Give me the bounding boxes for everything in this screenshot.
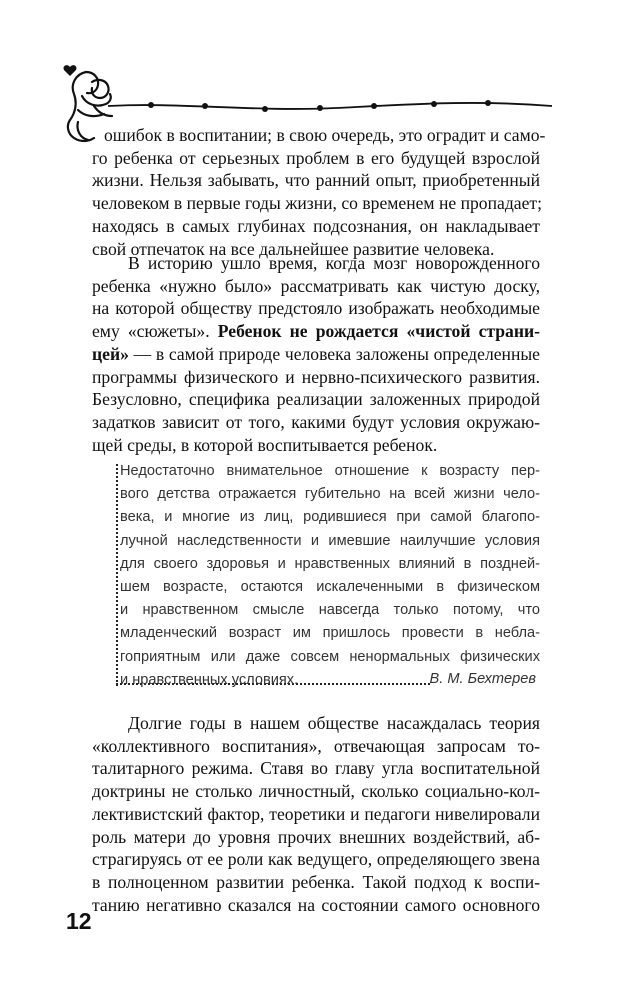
quote-line: шем возрасте, остаются искалеченными в физическом	[120, 579, 540, 596]
text-line: лективистский фактор, теоретики и педагоги нивелировали	[92, 803, 540, 824]
text-line: «коллективного воспитания», отвечающая запросам то-	[92, 735, 540, 756]
quote-line: лучной наследственности и имевшие наилучшие условия	[120, 532, 540, 549]
text-line: талитарного режима. Ставя во главу угла воспитательной	[92, 758, 540, 779]
text-line: свой отпечаток на все дальнейшее развитие человека.	[92, 238, 495, 259]
emphasis-text: Ребенок не рождается «чистой страни-	[217, 321, 540, 342]
quote-block	[120, 460, 540, 692]
paragraph-continuation	[92, 124, 546, 260]
text-line: задатков зависит от того, какими будут условия окружаю-	[92, 411, 540, 432]
text-fragment: ему «сюжеты».	[92, 321, 218, 342]
quote-line: вого детства отражается губительно на всей жизни чело-	[120, 486, 540, 503]
paragraph-collective	[92, 712, 540, 916]
quote-line: века, и многие из лиц, родившиеся при самой благопо-	[120, 509, 540, 526]
text-line: ошибок в воспитании; в свою очередь, это оградит и само-	[104, 125, 546, 145]
quote-line: и нравственном смысле навсегда только потому, что	[120, 602, 540, 619]
text-line: ребенка «нужно было» рассматривать как чистую доску,	[92, 275, 540, 296]
text-line: доктрины не столько личностный, сколько социально-кол-	[92, 781, 540, 802]
page-number: 12	[66, 908, 92, 934]
text-line: В историю ушло время, когда мозг новорожденного	[128, 253, 540, 273]
text-line	[92, 343, 540, 366]
quote-line: Недостаточно внимательное отношение к возрасту пер-	[120, 463, 540, 479]
text-line: го ребенка от серьезных проблем в его будущей взрослой	[92, 147, 540, 168]
quote-line: и нравственных условиях.	[120, 671, 299, 688]
quote-line: младенческий возраст им пришлось провести в неблa-	[120, 625, 540, 642]
text-line: страгируясь от ее роли как ведущего, определяющего звена	[92, 849, 540, 870]
paragraph-history	[92, 252, 540, 456]
text-line: в полноценном развитии ребенка. Такой подход к воспи-	[92, 871, 540, 892]
quote-line: гоприятным или даже совсем ненормальных физических	[120, 648, 540, 665]
text-line: танию негативно сказался на состоянии самого основного	[92, 894, 540, 915]
text-line: щей среды, в которой воспитывается ребенок.	[92, 434, 438, 455]
text-line: программы физического и нервно-психического развития.	[92, 366, 540, 387]
text-line: жизни. Нельзя забывать, что ранний опыт, приобретенный	[92, 170, 540, 191]
text-line: человеком в первые годы жизни, со временем не пропадает;	[92, 193, 542, 214]
text-line: находясь в самых глубинах подсознания, он накладывает	[92, 215, 540, 236]
text-line: роль матери до уровня прочих внешних воздействий, аб-	[92, 826, 540, 847]
text-line: Безусловно, специфика реализации заложенных природой	[92, 389, 540, 410]
text-line: на которой обществу предстояло изображать необходимые	[92, 298, 540, 319]
heart-icon	[64, 65, 77, 76]
quote-attribution: В. М. Бехтерев	[429, 671, 536, 687]
quote-line: для своего здоровья и нравственных влияний в поздней-	[120, 555, 540, 572]
text-line: Долгие годы в нашем обществе насаждалась теория	[128, 713, 540, 733]
emphasis-text: цей»	[92, 343, 129, 364]
text-fragment: — в самой природе человека заложены определенные	[128, 343, 540, 364]
text-line	[92, 320, 540, 343]
